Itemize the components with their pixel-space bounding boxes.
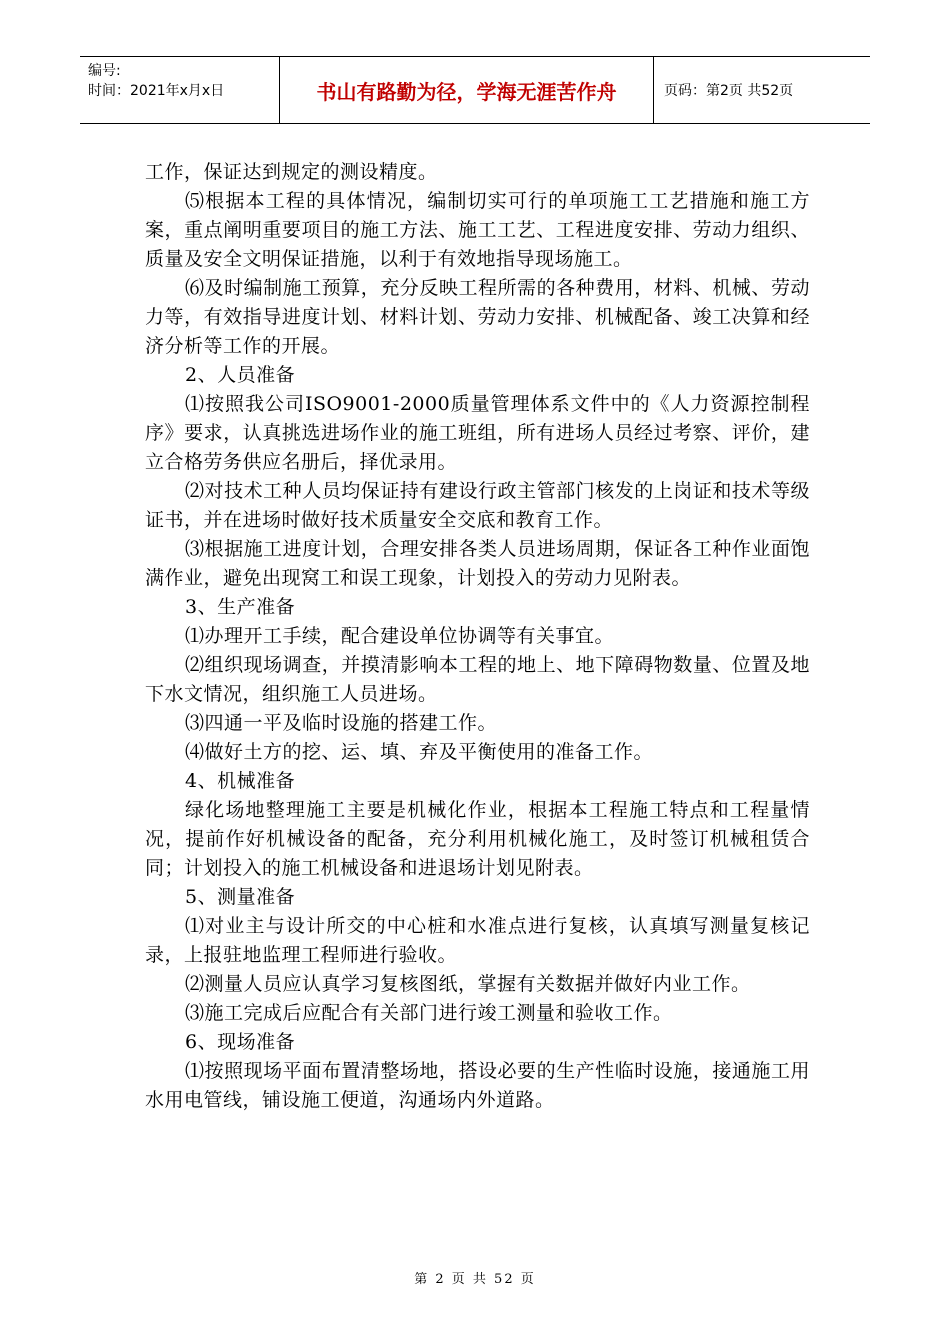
page-footer: 第 2 页 共 52 页 (414, 1272, 536, 1287)
body-paragraph: 6、现场准备 (185, 1031, 296, 1053)
body-paragraph: 绿化场地整理施工主要是机械化作业，根据本工程施工特点和工程量情况，提前作好机械设备的配备，充分利用机械化施工，及时签订机械租赁合同；计划投入的施工机械设备和进退场计划见附表。 (145, 799, 810, 879)
body-paragraph: ⑶根据施工进度计划，合理安排各类人员进场周期，保证各工种作业面饱满作业，避免出现窝工和误工现象，计划投入的劳动力见附表。 (145, 538, 810, 589)
body-paragraph: 3、生产准备 (185, 596, 296, 618)
body-paragraph: ⑸根据本工程的具体情况，编制切实可行的单项施工工艺措施和施工方案，重点阐明重要项目的施工方法、施工工艺、工程进度安排、劳动力组织、质量及安全文明保证措施，以利于有效地指导现场施工。 (145, 190, 810, 270)
document-time-label: 时间：2021年x月x日 (88, 83, 225, 99)
body-paragraph: ⑴对业主与设计所交的中心桩和水准点进行复核，认真填写测量复核记录，上报驻地监理工程师进行验收。 (145, 915, 810, 966)
body-paragraph: ⑴按照现场平面布置清整场地，搭设必要的生产性临时设施，接通施工用水用电管线，铺设施工便道，沟通场内外道路。 (145, 1060, 810, 1111)
body-paragraph: 2、人员准备 (185, 364, 296, 386)
header-motto: 书山有路勤为径，学海无涯苦作舟 (280, 57, 654, 123)
body-paragraph: ⑴办理开工手续，配合建设单位协调等有关事宜。 (185, 625, 615, 647)
body-paragraph: 工作，保证达到规定的测设精度。 (145, 161, 438, 183)
body-paragraph: ⑵组织现场调查，并摸清影响本工程的地上、地下障碍物数量、位置及地下水文情况，组织施工人员进场。 (145, 654, 810, 705)
body-paragraph: ⑶施工完成后应配合有关部门进行竣工测量和验收工作。 (185, 1002, 673, 1024)
body-paragraph: ⑵对技术工种人员均保证持有建设行政主管部门核发的上岗证和技术等级证书，并在进场时做好技术质量安全交底和教育工作。 (145, 480, 810, 531)
body-paragraph: ⑴按照我公司ISO9001-2000质量管理体系文件中的《人力资源控制程序》要求，认真挑选进场作业的施工班组，所有进场人员经过考察、评价，建立合格劳务供应名册后，择优录用。 (145, 393, 810, 473)
header-page-code: 页码：第2页 共52页 (664, 83, 794, 99)
body-paragraph: 5、测量准备 (185, 886, 296, 908)
header-meta (80, 57, 280, 123)
body-paragraph: ⑹及时编制施工预算，充分反映工程所需的各种费用，材料、机械、劳动力等，有效指导进度计划、材料计划、劳动力安排、机械配备、竣工决算和经济分析等工作的开展。 (145, 277, 810, 357)
body-paragraph: ⑵测量人员应认真学习复核图纸，掌握有关数据并做好内业工作。 (185, 973, 751, 995)
document-body (145, 158, 810, 1115)
body-paragraph: 4、机械准备 (185, 770, 296, 792)
body-paragraph: ⑶四通一平及临时设施的搭建工作。 (185, 712, 498, 734)
page-header (80, 56, 870, 124)
body-paragraph: ⑷做好土方的挖、运、填、弃及平衡使用的准备工作。 (185, 741, 654, 763)
document-number-label: 编号: (88, 63, 121, 79)
